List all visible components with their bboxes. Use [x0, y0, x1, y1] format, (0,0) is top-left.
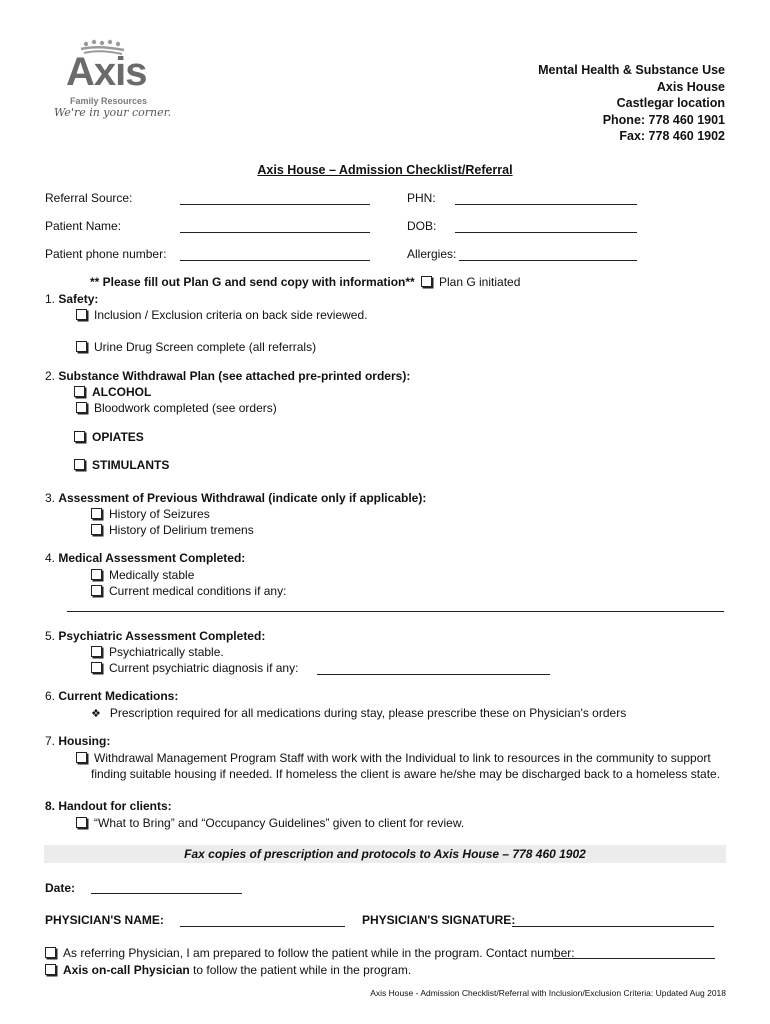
medications-note-text: Prescription required for all medications during stay, please prescribe these on Physician's orders	[109, 706, 627, 720]
date-field[interactable]	[91, 893, 242, 894]
checklist-item-label: Medically stable	[109, 568, 195, 582]
contact-info	[538, 62, 725, 145]
section-title: Assessment of Previous Withdrawal (indicate only if applicable):	[58, 491, 427, 505]
patient-phone-field[interactable]	[180, 260, 370, 261]
section-title: Medical Assessment Completed:	[58, 551, 246, 565]
checklist-item[interactable]	[76, 340, 316, 354]
checkbox-icon[interactable]	[91, 508, 102, 519]
referral-source-field[interactable]	[180, 204, 370, 205]
section-number: 2.	[45, 369, 59, 383]
checkbox-icon[interactable]	[45, 947, 56, 958]
section-safety-heading	[45, 292, 98, 306]
contact-line: Mental Health & Substance Use	[538, 63, 725, 77]
agreement-on-call[interactable]	[45, 963, 411, 977]
patient-phone-label: Patient phone number:	[45, 247, 167, 261]
checkbox-icon[interactable]	[74, 459, 85, 470]
checklist-item[interactable]	[91, 507, 210, 521]
alcohol-label: ALCOHOL	[92, 385, 152, 399]
physician-name-label: PHYSICIAN'S NAME:	[45, 913, 164, 927]
checkbox-icon[interactable]	[76, 817, 87, 828]
plan-g-initiated[interactable]	[421, 275, 520, 289]
checklist-item[interactable]	[76, 308, 367, 322]
section-previous-withdrawal-heading	[45, 491, 426, 505]
logo-tagline: We're in your corner.	[54, 106, 172, 119]
contact-line: Castlegar location	[616, 96, 725, 110]
stimulants-label: STIMULANTS	[92, 458, 170, 472]
checklist-item[interactable]	[76, 401, 277, 415]
section-title: Housing:	[58, 734, 111, 748]
checkbox-icon[interactable]	[74, 431, 85, 442]
checklist-item[interactable]	[91, 645, 224, 659]
logo-wordmark: Axis	[66, 50, 147, 94]
section-handout-heading: 8. Handout for clients:	[45, 799, 172, 813]
checklist-item[interactable]	[76, 751, 711, 765]
checkbox-icon[interactable]	[91, 646, 102, 657]
checklist-item-label: Current psychiatric diagnosis if any:	[109, 661, 299, 675]
section-medical-heading	[45, 551, 245, 565]
checklist-item-label: History of Delirium tremens	[109, 523, 254, 537]
checklist-item-label: History of Seizures	[109, 507, 210, 521]
date-label: Date:	[45, 881, 76, 895]
contact-line: Axis House	[656, 79, 725, 94]
on-call-physician-label: Axis on-call Physician	[63, 963, 190, 977]
allergies-label: Allergies:	[407, 247, 457, 261]
form-title: Axis House – Admission Checklist/Referral	[257, 163, 513, 177]
medical-conditions-field[interactable]	[67, 611, 724, 612]
checkbox-icon[interactable]	[421, 276, 432, 287]
physician-name-field[interactable]	[180, 926, 345, 927]
section-number: 1.	[45, 292, 59, 306]
section-title: Current Medications:	[58, 689, 179, 703]
checkbox-icon[interactable]	[76, 341, 87, 352]
checklist-item-label: Withdrawal Management Program Staff with work with the Individual to link to resources in the community to support	[94, 751, 711, 765]
checklist-item[interactable]	[76, 816, 464, 830]
section-title: Psychiatric Assessment Completed:	[58, 629, 266, 643]
section-number: 5.	[45, 629, 59, 643]
contact-line: Phone: 778 460 1901	[602, 112, 725, 127]
agreement-follow-patient[interactable]	[45, 946, 575, 960]
checklist-item-label: Inclusion / Exclusion criteria on back side reviewed.	[94, 308, 368, 322]
section-housing-heading	[45, 734, 110, 748]
checklist-item[interactable]	[91, 661, 298, 675]
fax-banner: Fax copies of prescription and protocols to Axis House – 778 460 1902	[44, 845, 726, 863]
checkbox-icon[interactable]	[91, 569, 102, 580]
checklist-item-label: “What to Bring” and “Occupancy Guidelines” given to client for review.	[94, 816, 465, 830]
plan-g-note: ** Please fill out Plan G and send copy with information**	[90, 275, 415, 289]
checkbox-icon[interactable]	[76, 402, 87, 413]
alcohol-option[interactable]	[74, 385, 151, 399]
checkbox-icon[interactable]	[45, 964, 56, 975]
checkbox-icon[interactable]	[91, 524, 102, 535]
section-number: 3.	[45, 491, 59, 505]
checkbox-icon[interactable]	[91, 662, 102, 673]
dob-field[interactable]	[455, 232, 637, 233]
physician-signature-label: PHYSICIAN'S SIGNATURE:	[362, 913, 516, 927]
section-withdrawal-heading	[45, 369, 410, 383]
checkbox-icon[interactable]	[76, 309, 87, 320]
checkbox-icon[interactable]	[91, 585, 102, 596]
checklist-item-label: Current medical conditions if any:	[109, 584, 287, 598]
allergies-field[interactable]	[459, 260, 637, 261]
checklist-item[interactable]	[91, 584, 286, 598]
footer-note: Axis House - Admission Checklist/Referral with Inclusion/Exclusion Criteria: Updated Aug 2018	[370, 988, 726, 998]
medications-note	[91, 706, 626, 720]
checklist-item-label: Urine Drug Screen complete (all referrals)	[94, 340, 317, 354]
physician-signature-field[interactable]	[512, 926, 714, 927]
agreement-follow-patient-label: As referring Physician, I am prepared to follow the patient while in the program. Contact number:	[63, 946, 575, 960]
on-call-rest-label: to follow the patient while in the program.	[189, 963, 412, 977]
axis-logo	[48, 36, 172, 126]
phn-label: PHN:	[407, 191, 436, 205]
checklist-item[interactable]	[91, 568, 194, 582]
section-number: 7.	[45, 734, 59, 748]
diamond-bullet-icon: ❖	[91, 708, 101, 720]
patient-name-field[interactable]	[180, 232, 370, 233]
checklist-item[interactable]	[91, 523, 254, 537]
section-number: 6.	[45, 689, 59, 703]
housing-note-continued: finding suitable housing if needed. If homeless the client is aware he/she may be discharged back to a homeless state.	[91, 767, 721, 781]
section-number: 4.	[45, 551, 59, 565]
phn-field[interactable]	[455, 204, 637, 205]
opiates-label: OPIATES	[92, 430, 144, 444]
referral-source-label: Referral Source:	[45, 191, 133, 205]
section-title: Substance Withdrawal Plan (see attached pre-printed orders):	[58, 369, 411, 383]
psychiatric-diagnosis-field[interactable]	[317, 674, 550, 675]
section-psychiatric-heading	[45, 629, 265, 643]
contact-line: Fax: 778 460 1902	[619, 129, 725, 143]
dob-label: DOB:	[407, 219, 437, 233]
patient-name-label: Patient Name:	[45, 219, 122, 233]
opiates-option[interactable]	[74, 430, 144, 444]
stimulants-option[interactable]	[74, 458, 169, 472]
section-title: Safety:	[58, 292, 99, 306]
logo-subtitle: Family Resources	[70, 96, 148, 106]
plan-g-initiated-label: Plan G initiated	[439, 275, 521, 289]
checkbox-icon[interactable]	[76, 752, 87, 763]
checkbox-icon[interactable]	[74, 386, 85, 397]
section-medications-heading	[45, 689, 178, 703]
checklist-item-label: Psychiatrically stable.	[109, 645, 224, 659]
contact-number-field[interactable]	[553, 958, 715, 959]
checklist-item-label: Bloodwork completed (see orders)	[94, 401, 277, 415]
